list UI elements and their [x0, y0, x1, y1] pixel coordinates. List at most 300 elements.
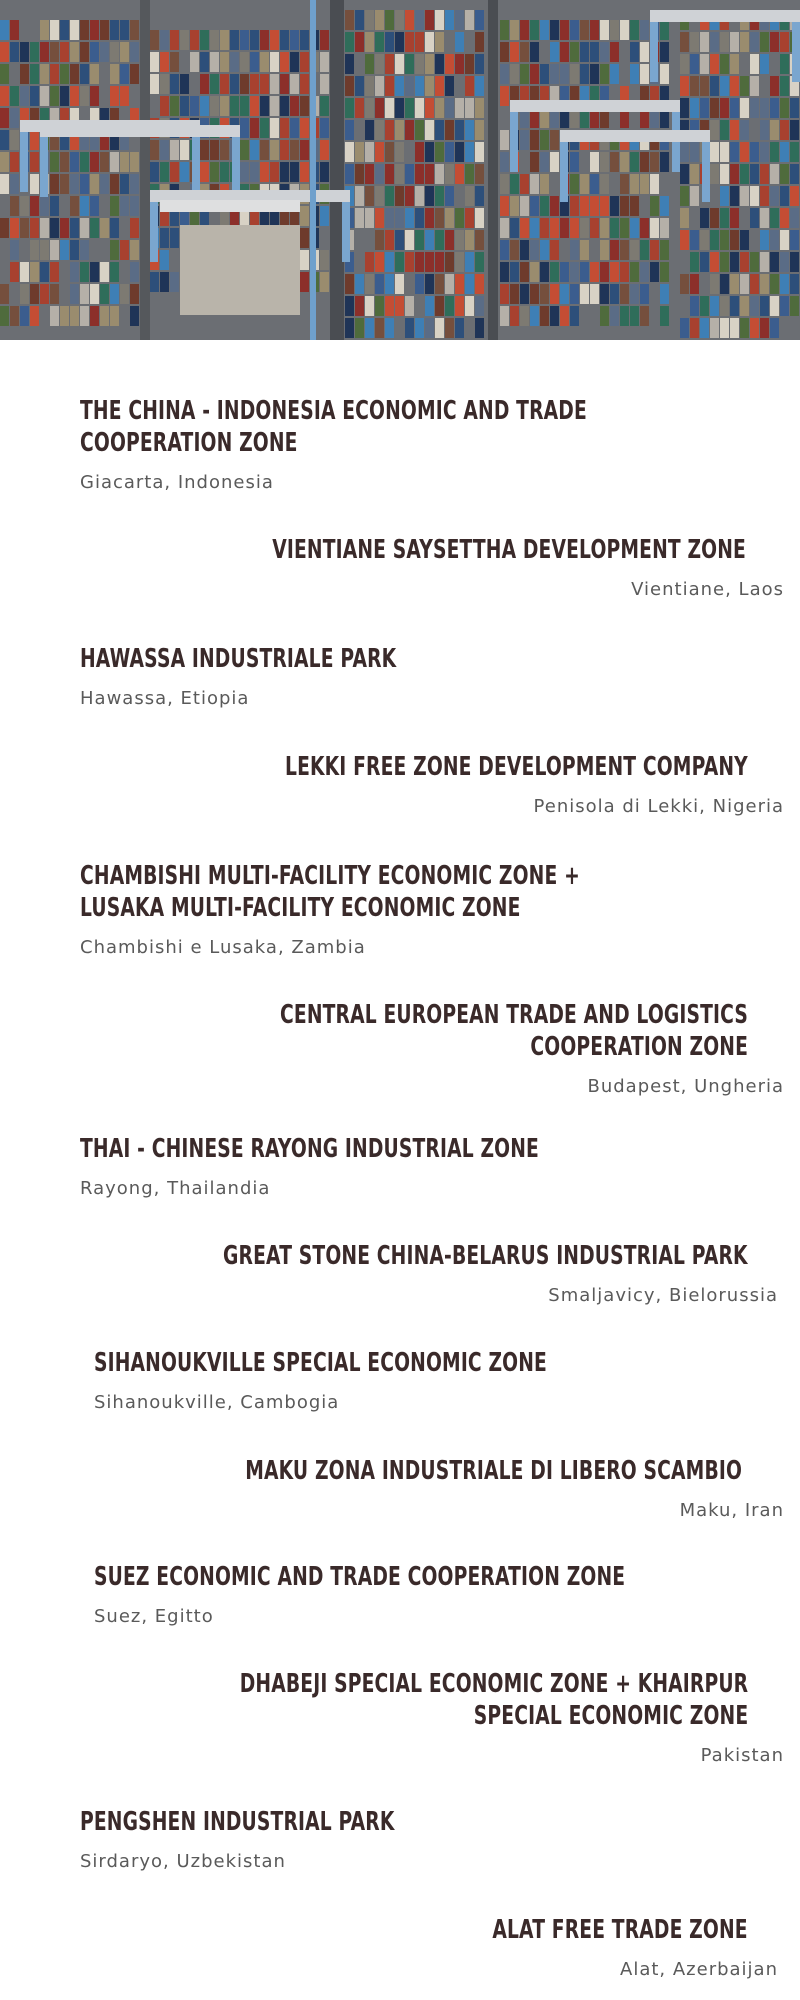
shipping-container — [210, 162, 219, 182]
shipping-container — [740, 142, 749, 162]
shipping-container — [510, 284, 519, 304]
shipping-container — [435, 318, 444, 338]
shipping-container — [660, 284, 669, 304]
zone-location: Sihanoukville, Cambogia — [94, 1392, 340, 1413]
shipping-container — [730, 208, 739, 228]
shipping-container — [415, 120, 424, 140]
shipping-container — [435, 208, 444, 228]
shipping-container — [770, 76, 779, 96]
shipping-container — [680, 76, 689, 96]
shipping-container — [750, 142, 759, 162]
shipping-container — [320, 206, 329, 226]
shipping-container — [385, 230, 394, 250]
shipping-container — [365, 76, 374, 96]
shipping-container — [580, 284, 589, 304]
shipping-container — [690, 142, 699, 162]
shipping-container — [690, 296, 699, 316]
shipping-container — [500, 130, 509, 150]
zone-location: Giacarta, Indonesia — [80, 472, 274, 493]
shipping-container — [520, 196, 529, 216]
shipping-container — [80, 152, 89, 172]
shipping-container — [560, 262, 569, 282]
shipping-container — [770, 230, 779, 250]
shipping-container — [160, 96, 169, 116]
shipping-container — [30, 42, 39, 62]
shipping-container — [355, 10, 364, 30]
shipping-container — [150, 52, 159, 72]
shipping-container — [435, 186, 444, 206]
zone-entry — [105, 751, 784, 818]
shipping-container — [520, 306, 529, 326]
crane-beam — [650, 10, 800, 22]
shipping-container — [220, 52, 229, 72]
crane-leg — [342, 202, 350, 262]
shipping-container — [435, 10, 444, 30]
shipping-container — [475, 186, 484, 206]
shipping-container — [110, 240, 119, 260]
crane-leg — [650, 22, 658, 82]
shipping-container — [610, 240, 619, 260]
shipping-container — [600, 306, 609, 326]
shipping-container — [300, 250, 309, 270]
shipping-container — [405, 54, 414, 74]
shipping-container — [740, 252, 749, 272]
shipping-container — [100, 174, 109, 194]
zone-entry — [52, 1455, 784, 1522]
shipping-container — [435, 54, 444, 74]
shipping-container — [425, 10, 434, 30]
shipping-container — [455, 296, 464, 316]
shipping-container — [690, 274, 699, 294]
shipping-container — [300, 272, 309, 292]
shipping-container — [570, 42, 579, 62]
shipping-container — [250, 52, 259, 72]
shipping-container — [770, 186, 779, 206]
zone-title-line: MAKU ZONA INDUSTRIALE DI LIBERO SCAMBIO — [245, 1456, 742, 1486]
shipping-container — [510, 262, 519, 282]
shipping-container — [660, 196, 669, 216]
shipping-container — [520, 174, 529, 194]
shipping-container — [620, 240, 629, 260]
shipping-container — [30, 86, 39, 106]
zone-title — [80, 1806, 394, 1838]
shipping-container — [435, 274, 444, 294]
shipping-container — [120, 20, 129, 40]
road-lane — [488, 0, 498, 340]
shipping-container — [90, 262, 99, 282]
shipping-container — [375, 186, 384, 206]
shipping-container — [600, 152, 609, 172]
shipping-container — [160, 272, 169, 292]
shipping-container — [90, 174, 99, 194]
shipping-container — [570, 262, 579, 282]
shipping-container — [40, 284, 49, 304]
shipping-container — [590, 218, 599, 238]
shipping-container — [560, 306, 569, 326]
shipping-container — [710, 252, 719, 272]
shipping-container — [610, 152, 619, 172]
shipping-container — [445, 164, 454, 184]
shipping-container — [540, 174, 549, 194]
zone-title-line: SIHANOUKVILLE SPECIAL ECONOMIC ZONE — [94, 1348, 547, 1378]
shipping-container — [170, 272, 179, 292]
shipping-container — [395, 230, 404, 250]
crane-leg — [20, 132, 28, 192]
shipping-container — [40, 240, 49, 260]
shipping-container — [425, 208, 434, 228]
shipping-container — [760, 274, 769, 294]
shipping-container — [120, 64, 129, 84]
shipping-container — [0, 108, 9, 128]
shipping-container — [770, 274, 779, 294]
shipping-container — [385, 318, 394, 338]
shipping-container — [300, 228, 309, 248]
shipping-container — [100, 284, 109, 304]
shipping-container — [790, 164, 799, 184]
shipping-container — [780, 230, 789, 250]
shipping-container — [355, 98, 364, 118]
shipping-container — [180, 30, 189, 50]
shipping-container — [560, 284, 569, 304]
shipping-container — [345, 318, 354, 338]
shipping-container — [620, 196, 629, 216]
zone-title — [80, 860, 580, 924]
shipping-container — [100, 42, 109, 62]
shipping-container — [465, 120, 474, 140]
shipping-container — [530, 262, 539, 282]
shipping-container — [620, 284, 629, 304]
shipping-container — [150, 272, 159, 292]
shipping-container — [540, 64, 549, 84]
shipping-container — [500, 284, 509, 304]
shipping-container — [600, 284, 609, 304]
shipping-container — [90, 284, 99, 304]
shipping-container — [375, 120, 384, 140]
shipping-container — [40, 262, 49, 282]
shipping-container — [700, 296, 709, 316]
shipping-container — [425, 120, 434, 140]
shipping-container — [160, 250, 169, 270]
shipping-container — [260, 162, 269, 182]
shipping-container — [20, 218, 29, 238]
shipping-container — [395, 274, 404, 294]
shipping-container — [790, 252, 799, 272]
shipping-container — [600, 218, 609, 238]
shipping-container — [550, 284, 559, 304]
shipping-container — [570, 64, 579, 84]
shipping-container — [250, 162, 259, 182]
shipping-container — [730, 186, 739, 206]
shipping-container — [720, 164, 729, 184]
shipping-container — [395, 76, 404, 96]
shipping-container — [770, 208, 779, 228]
shipping-container — [780, 32, 789, 52]
shipping-container — [620, 20, 629, 40]
shipping-container — [770, 164, 779, 184]
shipping-container — [300, 30, 309, 50]
shipping-container — [250, 96, 259, 116]
shipping-container — [650, 152, 659, 172]
shipping-container — [510, 306, 519, 326]
shipping-container — [690, 32, 699, 52]
shipping-container — [475, 142, 484, 162]
shipping-container — [425, 274, 434, 294]
zone-title — [245, 1455, 742, 1487]
shipping-container — [405, 120, 414, 140]
shipping-container — [540, 284, 549, 304]
shipping-container — [770, 120, 779, 140]
shipping-container — [80, 174, 89, 194]
shipping-container — [375, 76, 384, 96]
shipping-container — [100, 152, 109, 172]
shipping-container — [10, 240, 19, 260]
shipping-container — [260, 140, 269, 160]
shipping-container — [320, 250, 329, 270]
shipping-container — [475, 76, 484, 96]
shipping-container — [520, 218, 529, 238]
shipping-container — [80, 42, 89, 62]
shipping-container — [720, 120, 729, 140]
shipping-container — [110, 284, 119, 304]
shipping-container — [720, 318, 729, 338]
crane-leg — [310, 0, 316, 340]
shipping-container — [320, 30, 329, 50]
shipping-container — [90, 218, 99, 238]
shipping-container — [640, 20, 649, 40]
shipping-container — [720, 296, 729, 316]
shipping-container — [590, 64, 599, 84]
zone-location: Alat, Azerbaijan — [620, 1959, 778, 1980]
shipping-container — [435, 142, 444, 162]
shipping-container — [280, 162, 289, 182]
shipping-container — [210, 140, 219, 160]
shipping-container — [385, 296, 394, 316]
shipping-container — [50, 218, 59, 238]
crane-leg — [232, 137, 240, 197]
shipping-container — [455, 252, 464, 272]
shipping-container — [455, 318, 464, 338]
shipping-container — [465, 142, 474, 162]
shipping-container — [465, 252, 474, 272]
zone-title-line: COOPERATION ZONE — [80, 428, 298, 458]
shipping-container — [40, 218, 49, 238]
shipping-container — [405, 208, 414, 228]
shipping-container — [60, 152, 69, 172]
shipping-container — [230, 30, 239, 50]
shipping-container — [300, 52, 309, 72]
shipping-container — [580, 262, 589, 282]
shipping-container — [130, 218, 139, 238]
shipping-container — [520, 240, 529, 260]
shipping-container — [550, 42, 559, 62]
shipping-container — [10, 196, 19, 216]
shipping-container — [210, 52, 219, 72]
crane-leg — [150, 202, 158, 262]
shipping-container — [445, 318, 454, 338]
shipping-container — [780, 208, 789, 228]
shipping-container — [405, 98, 414, 118]
shipping-container — [415, 142, 424, 162]
shipping-container — [730, 164, 739, 184]
shipping-container — [270, 74, 279, 94]
shipping-container — [405, 10, 414, 30]
shipping-container — [70, 240, 79, 260]
shipping-container — [750, 208, 759, 228]
shipping-container — [395, 164, 404, 184]
shipping-container — [355, 318, 364, 338]
shipping-container — [445, 252, 454, 272]
shipping-container — [50, 64, 59, 84]
shipping-container — [110, 64, 119, 84]
shipping-container — [660, 64, 669, 84]
shipping-container — [405, 76, 414, 96]
shipping-container — [640, 174, 649, 194]
shipping-container — [110, 196, 119, 216]
shipping-container — [445, 54, 454, 74]
zone-title-line: DHABEJI SPECIAL ECONOMIC ZONE + KHAIRPUR — [239, 1669, 748, 1699]
shipping-container — [365, 32, 374, 52]
shipping-container — [130, 284, 139, 304]
shipping-container — [130, 20, 139, 40]
shipping-container — [710, 274, 719, 294]
shipping-container — [475, 230, 484, 250]
shipping-container — [365, 120, 374, 140]
shipping-container — [445, 76, 454, 96]
shipping-container — [790, 186, 799, 206]
shipping-container — [690, 318, 699, 338]
shipping-container — [435, 76, 444, 96]
shipping-container — [720, 76, 729, 96]
shipping-container — [180, 96, 189, 116]
shipping-container — [760, 164, 769, 184]
shipping-container — [240, 96, 249, 116]
shipping-container — [120, 42, 129, 62]
shipping-container — [455, 142, 464, 162]
shipping-container — [540, 130, 549, 150]
shipping-container — [550, 196, 559, 216]
shipping-container — [520, 64, 529, 84]
shipping-container — [740, 164, 749, 184]
shipping-container — [435, 120, 444, 140]
shipping-container — [355, 142, 364, 162]
shipping-container — [260, 52, 269, 72]
shipping-container — [365, 274, 374, 294]
shipping-container — [730, 98, 739, 118]
shipping-container — [90, 20, 99, 40]
shipping-container — [110, 152, 119, 172]
shipping-container — [455, 164, 464, 184]
shipping-container — [640, 262, 649, 282]
shipping-container — [425, 54, 434, 74]
shipping-container — [570, 218, 579, 238]
shipping-container — [760, 98, 769, 118]
shipping-container — [550, 262, 559, 282]
shipping-container — [710, 318, 719, 338]
shipping-container — [80, 262, 89, 282]
shipping-container — [355, 296, 364, 316]
shipping-container — [250, 118, 259, 138]
shipping-container — [740, 120, 749, 140]
shipping-container — [445, 208, 454, 228]
zone-title-line: GREAT STONE CHINA-BELARUS INDUSTRIAL PARK — [223, 1241, 748, 1271]
zone-entry — [42, 1668, 784, 1767]
zone-entry — [80, 395, 784, 494]
shipping-container — [780, 252, 789, 272]
shipping-container — [445, 274, 454, 294]
shipping-container — [730, 120, 739, 140]
shipping-container — [120, 240, 129, 260]
crane-beam — [510, 100, 680, 112]
shipping-container — [70, 196, 79, 216]
shipping-container — [640, 42, 649, 62]
shipping-container — [580, 42, 589, 62]
shipping-container — [780, 54, 789, 74]
zone-title-line: COOPERATION ZONE — [530, 1032, 748, 1062]
shipping-container — [50, 262, 59, 282]
zone-location: Vientiane, Laos — [631, 579, 784, 600]
shipping-container — [130, 64, 139, 84]
shipping-container — [680, 274, 689, 294]
shipping-container — [455, 32, 464, 52]
shipping-container — [160, 140, 169, 160]
shipping-container — [395, 142, 404, 162]
shipping-container — [385, 274, 394, 294]
shipping-container — [375, 252, 384, 272]
shipping-container — [770, 98, 779, 118]
shipping-container — [630, 42, 639, 62]
shipping-container — [20, 64, 29, 84]
shipping-container — [640, 240, 649, 260]
shipping-container — [560, 20, 569, 40]
zone-location: Chambishi e Lusaka, Zambia — [80, 937, 366, 958]
shipping-container — [30, 240, 39, 260]
shipping-container — [560, 42, 569, 62]
shipping-container — [345, 142, 354, 162]
shipping-container — [320, 118, 329, 138]
shipping-container — [580, 64, 589, 84]
shipping-container — [320, 74, 329, 94]
shipping-container — [40, 64, 49, 84]
zone-title — [223, 1240, 748, 1272]
shipping-container — [610, 20, 619, 40]
shipping-container — [345, 98, 354, 118]
shipping-container — [200, 162, 209, 182]
shipping-container — [770, 142, 779, 162]
shipping-container — [395, 252, 404, 272]
shipping-container — [455, 10, 464, 30]
shipping-container — [510, 196, 519, 216]
shipping-container — [280, 96, 289, 116]
shipping-container — [570, 152, 579, 172]
shipping-container — [240, 52, 249, 72]
zone-title-line: THAI - CHINESE RAYONG INDUSTRIAL ZONE — [80, 1134, 539, 1164]
zone-title — [285, 751, 748, 783]
zone-title-line: LEKKI FREE ZONE DEVELOPMENT COMPANY — [285, 752, 748, 782]
shipping-container — [760, 54, 769, 74]
shipping-container — [150, 74, 159, 94]
zone-entry — [80, 1133, 717, 1200]
shipping-container — [730, 318, 739, 338]
shipping-container — [620, 218, 629, 238]
shipping-container — [385, 208, 394, 228]
shipping-container — [280, 30, 289, 50]
shipping-container — [530, 20, 539, 40]
shipping-container — [150, 30, 159, 50]
shipping-container — [160, 52, 169, 72]
shipping-container — [530, 218, 539, 238]
shipping-container — [415, 10, 424, 30]
shipping-container — [10, 306, 19, 326]
